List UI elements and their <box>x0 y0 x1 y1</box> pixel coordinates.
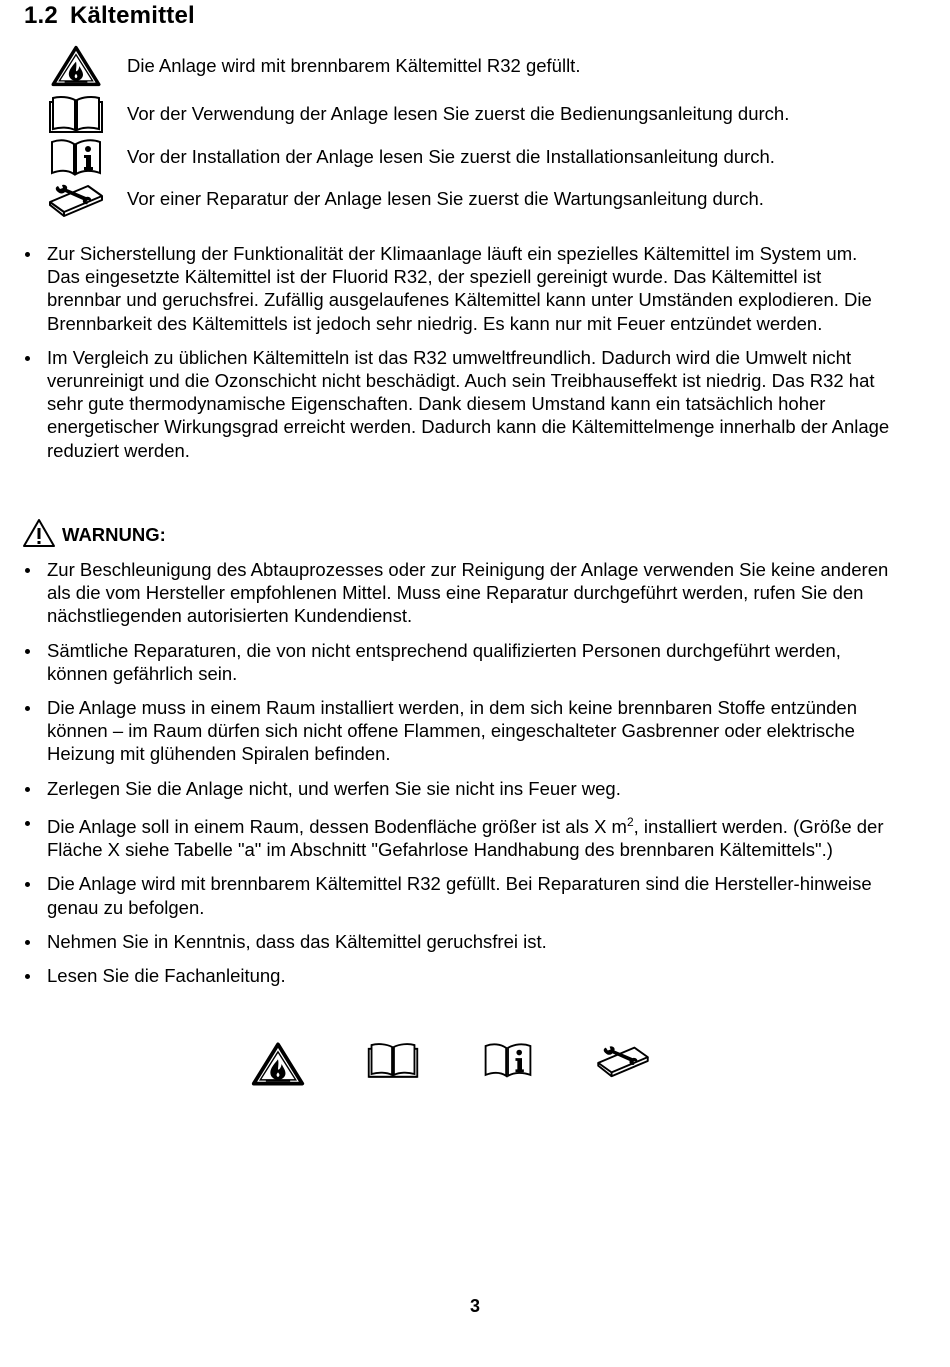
list-item <box>22 639 892 685</box>
page-number: 3 <box>469 1296 480 1316</box>
symbol-row-operating-manual <box>46 93 906 135</box>
bullet-dot <box>25 568 30 573</box>
list-item <box>22 696 892 766</box>
symbol-row-text: Die Anlage wird mit brennbarem Kältemittel R32 gefüllt. <box>127 55 581 76</box>
book-info-icon <box>480 1040 536 1080</box>
list-item-text: Die Anlage wird mit brennbarem Kältemittel R32 gefüllt. Bei Reparaturen sind die Hersteller-hinweise genau zu befolgen. <box>47 873 872 918</box>
superscript: 2 <box>626 814 634 829</box>
list-item-text: Zur Beschleunigung des Abtauprozesses oder zur Reinigung der Anlage verwenden Sie keine anderen als die vom Hersteller empfohlenen Mittel. Muss eine Reparatur durchgeführt werden, rufen Sie den nächstliegenden autorisierten Kundendienst. <box>47 559 889 627</box>
list-item-text: Zur Sicherstellung der Funktionalität der Klimaanlage läuft ein spezielles Kältemittel im System um. Das eingesetzte Kältemittel ist der Fluorid R32, der speziell gereinigt wurde. Das Kältemittel ist brennbar und geruchsfrei. Zufällig ausgelaufenes Kältemittel kann unter Umständen explodieren. Die Brennbarkeit des Kältemittels ist jedoch sehr niedrig. Es kann nur mit Feuer entzündet werden. <box>47 243 872 334</box>
open-book-icon <box>365 1040 421 1080</box>
service-manual-wrench-icon <box>592 1040 654 1080</box>
list-item-text: Lesen Sie die Fachanleitung. <box>47 965 286 986</box>
list-item-text: Sämtliche Reparaturen, die von nicht entsprechend qualifizierten Personen durchgeführt werden, können gefährlich sein. <box>47 639 841 684</box>
list-item-text: Die Anlage muss in einem Raum installiert werden, in dem sich keine brennbaren Stoffe entzünden können – im Raum dürfen sich nicht offene Flammen, eingeschalteter Gasbrenner oder elektrische Heizung mit glühenden Spiralen befinden. <box>47 697 858 765</box>
symbol-row-text: Vor der Installation der Anlage lesen Sie zuerst die Installationsanleitung durch. <box>127 146 775 167</box>
list-item <box>22 777 892 800</box>
bullet-dot <box>25 940 30 945</box>
list-item-text: Nehmen Sie in Kenntnis, dass das Kältemittel geruchsfrei ist. <box>47 930 547 952</box>
list-item-text: Die Anlage soll in einem Raum, dessen Bodenfläche größer ist als X m <box>47 815 627 837</box>
bullet-dot <box>25 356 30 361</box>
section-heading <box>24 2 195 30</box>
list-item <box>22 558 892 628</box>
service-manual-wrench-icon <box>46 178 106 220</box>
symbol-row-installation-manual <box>46 136 906 178</box>
bullet-dot <box>25 974 30 979</box>
section-number: 1.2 <box>24 2 58 29</box>
book-info-icon <box>46 136 106 178</box>
bullet-dot <box>25 649 30 654</box>
warning-label: WARNUNG: <box>62 524 166 545</box>
bullet-dot <box>25 787 30 792</box>
bullet-dot <box>25 706 30 711</box>
list-item-text: Zerlegen Sie die Anlage nicht, und werfen Sie sie nicht ins Feuer weg. <box>47 777 621 799</box>
symbol-row-text: Vor einer Reparatur der Anlage lesen Sie zuerst die Wartungsanleitung durch. <box>127 188 764 209</box>
list-item <box>22 964 892 987</box>
list-item-text: Im Vergleich zu üblichen Kältemitteln ist das R32 umweltfreundlich. Dadurch wird die Umwelt nicht verunreinigt und die Ozonschicht nicht beschädigt. Auch sein Treibhauseffekt ist niedrig. Das R32 hat sehr gute thermodynamische Eigenschaften. Dank diesem Umstand kann ein tatsächlich hoher energetischer Wirkungsgrad erreicht werden. Dadurch kann die Kältemittelmenge innerhalb der Anlage reduziert werden. <box>47 346 890 461</box>
list-item <box>22 930 892 953</box>
bullet-dot <box>25 821 30 826</box>
bottom-symbol-strip <box>250 1040 660 1096</box>
list-item <box>22 872 892 918</box>
flammable-warning-icon <box>250 1040 306 1088</box>
warning-triangle-icon <box>22 518 56 548</box>
list-item <box>22 346 892 462</box>
symbol-row-text: Vor der Verwendung der Anlage lesen Sie zuerst die Bedienungsanleitung durch. <box>127 103 790 124</box>
symbol-row-service-manual <box>46 178 906 220</box>
bullet-dot <box>25 882 30 887</box>
list-item <box>22 242 892 335</box>
section-title: Kältemittel <box>69 2 195 29</box>
info-bullet-list <box>22 242 892 462</box>
list-item <box>22 811 892 862</box>
open-book-icon <box>46 93 106 135</box>
symbol-row-flammable <box>46 45 906 87</box>
flammable-warning-icon <box>46 45 106 87</box>
bullet-dot <box>25 252 30 257</box>
list-item-text: , installiert werden. (Größe der Fläche X siehe Tabelle "a" im Abschnitt "Gefahrlose Handhabung des brennbaren Kältemittels".) <box>47 815 884 861</box>
warning-bullet-list <box>22 558 892 987</box>
